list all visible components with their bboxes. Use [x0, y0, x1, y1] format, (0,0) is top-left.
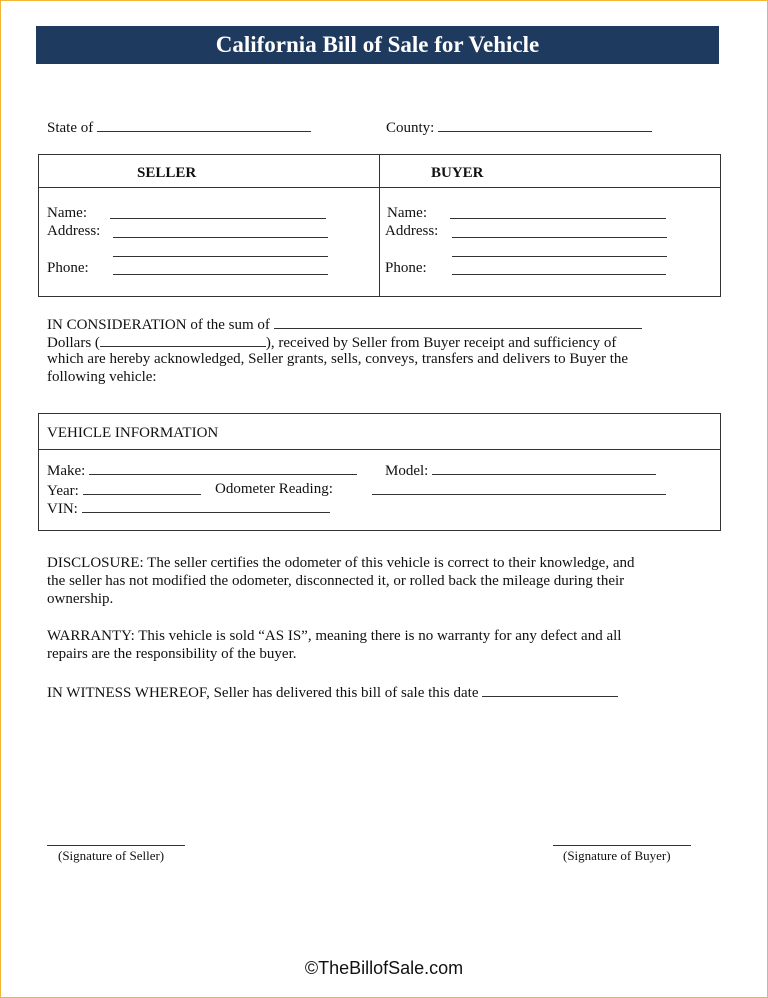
vin-label: VIN: [47, 501, 78, 517]
vehicle-header-divider [38, 449, 721, 450]
disclosure-line-3: ownership. [47, 591, 114, 607]
buyer-name-blank[interactable] [450, 204, 666, 219]
consideration-text: IN CONSIDERATION of the sum of [47, 317, 270, 333]
buyer-address-blank[interactable] [452, 223, 667, 238]
year-label: Year: [47, 483, 79, 499]
seller-phone-label: Phone: [47, 260, 89, 276]
county-label: County: [386, 120, 435, 136]
buyer-phone-label: Phone: [385, 260, 427, 276]
vin-field [47, 498, 330, 518]
state-blank[interactable] [97, 117, 311, 132]
date-blank[interactable] [482, 682, 618, 697]
received-text: ), received by Seller from Buyer receipt and sufficiency of [265, 335, 617, 351]
buyer-signature-caption: (Signature of Buyer) [563, 848, 671, 863]
dollars-text: Dollars ( [47, 335, 100, 351]
state-field [47, 117, 311, 137]
seller-address-label: Address: [47, 223, 101, 239]
state-label: State of [47, 120, 94, 136]
model-field [385, 460, 656, 480]
model-label: Model: [385, 463, 429, 479]
buyer-address-label: Address: [385, 223, 439, 239]
seller-address-blank-2[interactable] [113, 242, 328, 257]
copyright-footer: ©TheBillofSale.com [304, 958, 464, 978]
make-label: Make: [47, 463, 86, 479]
consideration-line-2 [47, 332, 616, 352]
seller-address-blank[interactable] [113, 223, 328, 238]
disclosure-line-2: the seller has not modified the odometer, disconnected it, or rolled back the mileage during their [47, 573, 625, 589]
model-blank[interactable] [432, 460, 656, 475]
parties-column-divider [379, 154, 380, 297]
year-field [47, 480, 201, 500]
county-blank[interactable] [438, 117, 652, 132]
vehicle-info-header: VEHICLE INFORMATION [47, 425, 219, 441]
buyer-signature-line[interactable] [553, 845, 691, 846]
seller-header: SELLER [137, 165, 197, 181]
sum-amount-blank[interactable] [100, 332, 266, 347]
buyer-address-blank-2[interactable] [452, 242, 667, 257]
consideration-line-1 [47, 314, 642, 334]
consideration-line-4: following vehicle: [47, 369, 157, 385]
consideration-line-3: which are hereby acknowledged, Seller grants, sells, conveys, transfers and delivers to Buyer the [47, 351, 629, 367]
sum-words-blank[interactable] [274, 314, 642, 329]
year-blank[interactable] [83, 480, 201, 495]
odometer-blank[interactable] [372, 480, 666, 495]
seller-name-blank[interactable] [110, 204, 326, 219]
seller-signature-line[interactable] [47, 845, 185, 846]
document-title: California Bill of Sale for Vehicle [36, 26, 719, 64]
make-field [47, 460, 357, 480]
seller-phone-blank[interactable] [113, 260, 328, 275]
vin-blank[interactable] [82, 498, 330, 513]
county-field [386, 117, 652, 137]
witness-line [47, 682, 618, 702]
warranty-line-1: WARRANTY: This vehicle is sold “AS IS”, meaning there is no warranty for any defect and all [47, 628, 622, 644]
warranty-line-2: repairs are the responsibility of the buyer. [47, 646, 297, 662]
buyer-name-label: Name: [387, 205, 427, 221]
buyer-header: BUYER [431, 165, 484, 181]
disclosure-line-1: DISCLOSURE: The seller certifies the odometer of this vehicle is correct to their knowledge, and [47, 555, 635, 571]
buyer-phone-blank[interactable] [452, 260, 666, 275]
seller-signature-caption: (Signature of Seller) [58, 848, 165, 863]
odometer-label: Odometer Reading: [215, 481, 333, 497]
witness-text: IN WITNESS WHEREOF, Seller has delivered this bill of sale this date [47, 685, 479, 701]
make-blank[interactable] [89, 460, 357, 475]
seller-name-label: Name: [47, 205, 87, 221]
